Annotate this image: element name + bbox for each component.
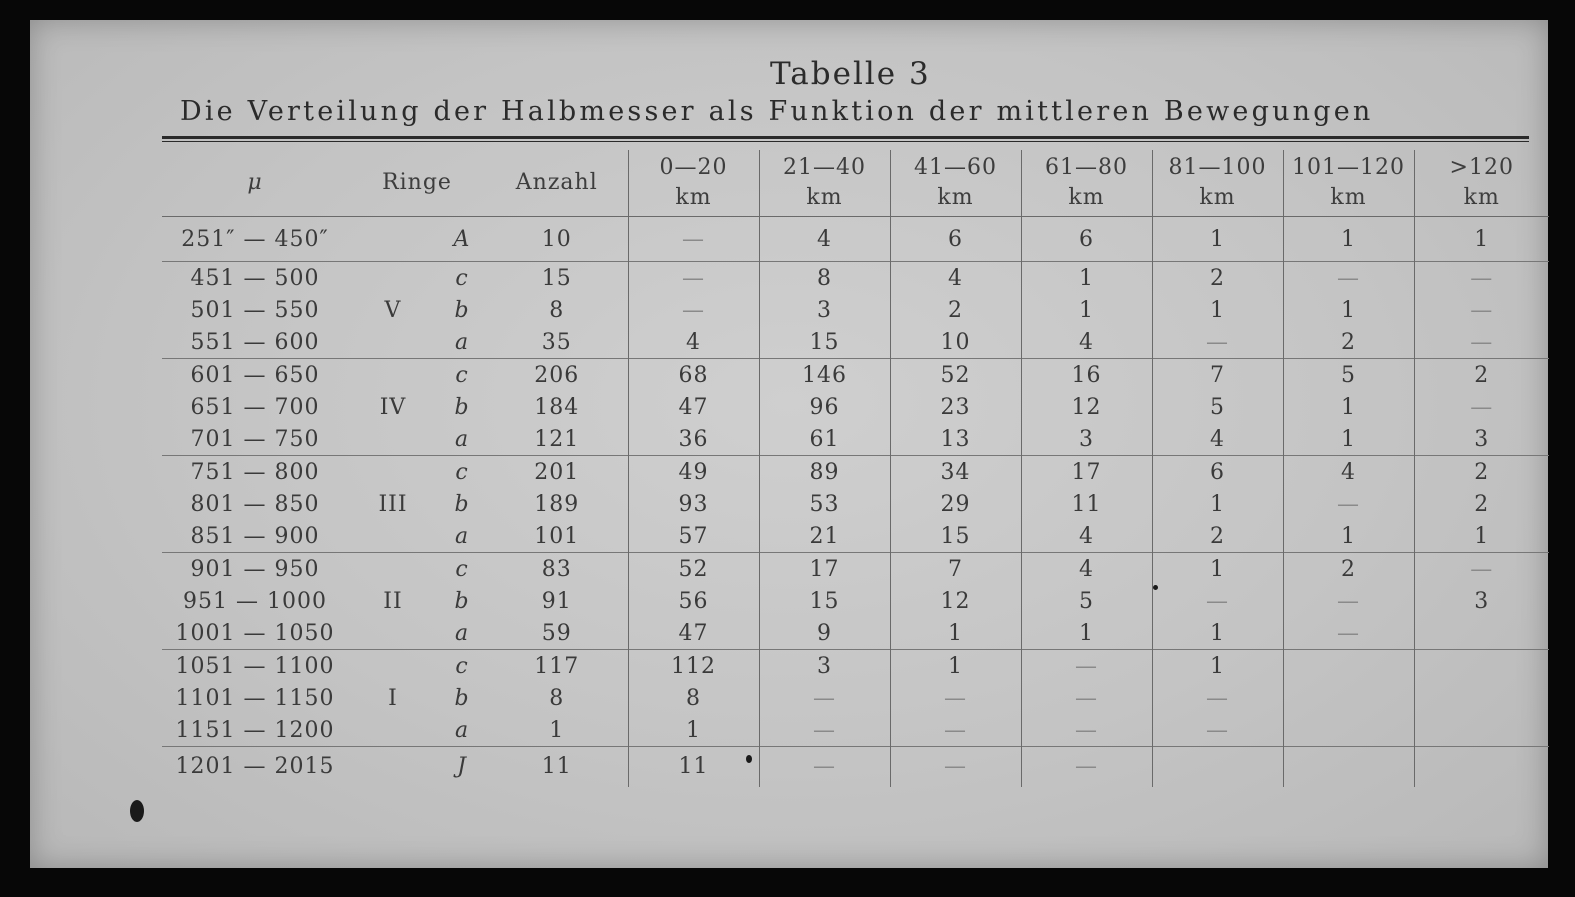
cell-gt-120: 2	[1414, 488, 1549, 520]
cell-0-20: 4	[628, 326, 759, 359]
cell-0-20: 47	[628, 391, 759, 423]
cell-ring-number: IV	[379, 394, 407, 420]
col-header-61-80: 61—80 km	[1021, 150, 1152, 217]
table-row	[162, 747, 1549, 787]
cell-ring-letter: a	[454, 620, 470, 646]
cell-21-40: 8	[759, 262, 890, 295]
cell-61-80: —	[1021, 682, 1152, 714]
col-header-0-20: 0—20 km	[628, 150, 759, 217]
cell-101-120	[1283, 682, 1414, 714]
cell-gt-120: 2	[1414, 456, 1549, 489]
cell-anzahl: 15	[486, 262, 628, 295]
table-row	[162, 520, 1549, 553]
cell-101-120: —	[1283, 488, 1414, 520]
cell-41-60: 12	[890, 585, 1021, 617]
cell-0-20: 11	[628, 747, 759, 787]
cell-41-60: 13	[890, 423, 1021, 456]
cell-0-20: 52	[628, 553, 759, 586]
film-speck	[130, 800, 144, 822]
cell-41-60: 52	[890, 359, 1021, 392]
cell-21-40: —	[759, 714, 890, 747]
cell-81-100: 4	[1152, 423, 1283, 456]
cell-mu: 451 — 500	[162, 262, 348, 295]
table-row	[162, 585, 1549, 617]
cell-0-20: —	[628, 262, 759, 295]
cell-21-40: 3	[759, 650, 890, 683]
cell-mu: 1001 — 1050	[175, 620, 335, 646]
cell-ring-number	[348, 359, 438, 392]
col-header-ringe: Ringe	[382, 170, 452, 195]
cell-ring-letter: J	[438, 747, 486, 787]
cell-gt-120	[1414, 714, 1549, 747]
cell-0-20: —	[628, 294, 759, 326]
slide-background	[30, 20, 1548, 868]
cell-101-120: 5	[1283, 359, 1414, 392]
cell-gt-120: 2	[1414, 359, 1549, 392]
cell-101-120: —	[1283, 585, 1414, 617]
cell-ring-letter: c	[438, 359, 486, 392]
cell-ring-number	[348, 326, 438, 359]
cell-41-60: 1	[890, 650, 1021, 683]
cell-21-40: 53	[759, 488, 890, 520]
cell-81-100: 2	[1152, 520, 1283, 553]
col-header-21-40: 21—40 km	[759, 150, 890, 217]
cell-81-100: 1	[1152, 488, 1283, 520]
cell-anzahl: 8	[549, 297, 565, 323]
cell-61-80: —	[1021, 650, 1152, 683]
cell-0-20: 8	[628, 682, 759, 714]
cell-101-120	[1283, 747, 1414, 787]
cell-61-80: 4	[1021, 553, 1152, 586]
film-speck	[1153, 585, 1158, 590]
cell-ring-number	[348, 217, 438, 262]
cell-gt-120: 1	[1414, 520, 1549, 553]
cell-0-20: 112	[628, 650, 759, 683]
table-row	[162, 456, 1549, 489]
cell-101-120: 1	[1283, 520, 1414, 553]
cell-gt-120: —	[1414, 391, 1549, 423]
col-header-mu: μ	[247, 170, 263, 195]
cell-mu: 251″ — 450″	[181, 226, 329, 252]
cell-101-120: —	[1283, 617, 1414, 650]
cell-ring-letter: b	[454, 297, 470, 323]
col-header-101-120: 101—120 km	[1283, 150, 1414, 217]
cell-41-60: 23	[890, 391, 1021, 423]
cell-21-40: 146	[759, 359, 890, 392]
table-subtitle: Die Verteilung der Halbmesser als Funktion der mittleren Bewegungen	[180, 96, 1374, 127]
cell-gt-120: 1	[1414, 217, 1549, 262]
cell-61-80: 1	[1021, 617, 1152, 650]
cell-anzahl: 59	[541, 620, 572, 646]
col-header-gt-120: >120 km	[1414, 150, 1549, 217]
cell-ring-number	[348, 617, 438, 650]
cell-21-40: 4	[759, 217, 890, 262]
cell-61-80: —	[1021, 747, 1152, 787]
cell-ring-number	[348, 520, 438, 553]
cell-ring-number	[348, 553, 438, 586]
cell-mu: 651 — 700	[190, 394, 320, 420]
table-row	[162, 488, 1549, 520]
cell-81-100: 1	[1152, 617, 1283, 650]
cell-41-60: —	[890, 682, 1021, 714]
table-row	[162, 650, 1549, 683]
cell-anzahl: 206	[486, 359, 628, 392]
cell-21-40: 89	[759, 456, 890, 489]
table-row	[162, 294, 1549, 326]
cell-21-40: 61	[759, 423, 890, 456]
cell-mu: 601 — 650	[162, 359, 348, 392]
table-row	[162, 391, 1549, 423]
cell-101-120: 1	[1283, 423, 1414, 456]
cell-ring-number: III	[378, 491, 408, 517]
cell-41-60: 1	[890, 617, 1021, 650]
cell-61-80: 4	[1021, 326, 1152, 359]
cell-81-100: 1	[1152, 553, 1283, 586]
cell-101-120: 1	[1283, 217, 1414, 262]
cell-anzahl: 201	[486, 456, 628, 489]
cell-41-60: 29	[890, 488, 1021, 520]
cell-gt-120	[1414, 747, 1549, 787]
cell-anzahl: 8	[549, 685, 565, 711]
cell-81-100: 6	[1152, 456, 1283, 489]
table-body	[162, 217, 1549, 787]
table-row	[162, 326, 1549, 359]
col-header-41-60: 41—60 km	[890, 150, 1021, 217]
cell-gt-120: —	[1414, 294, 1549, 326]
cell-0-20: —	[628, 217, 759, 262]
cell-anzahl: 117	[486, 650, 628, 683]
cell-21-40: 9	[759, 617, 890, 650]
cell-81-100: 1	[1152, 294, 1283, 326]
cell-anzahl: 121	[534, 426, 580, 452]
col-header-anzahl: Anzahl	[515, 170, 598, 195]
cell-ring-number	[348, 423, 438, 456]
cell-0-20: 36	[628, 423, 759, 456]
cell-ring-number: I	[388, 685, 398, 711]
cell-anzahl: 1	[549, 717, 565, 743]
cell-gt-120: —	[1414, 262, 1549, 295]
cell-gt-120: 3	[1414, 423, 1549, 456]
cell-81-100: 7	[1152, 359, 1283, 392]
cell-61-80: 16	[1021, 359, 1152, 392]
table-row	[162, 423, 1549, 456]
cell-81-100: —	[1152, 682, 1283, 714]
cell-ring-letter: c	[438, 262, 486, 295]
cell-gt-120: —	[1414, 553, 1549, 586]
cell-101-120: 1	[1283, 294, 1414, 326]
cell-0-20: 56	[628, 585, 759, 617]
cell-mu: 551 — 600	[190, 329, 320, 355]
cell-101-120: 4	[1283, 456, 1414, 489]
cell-61-80: 5	[1021, 585, 1152, 617]
cell-61-80: 17	[1021, 456, 1152, 489]
cell-41-60: 2	[890, 294, 1021, 326]
cell-ring-letter: c	[438, 553, 486, 586]
cell-61-80: —	[1021, 714, 1152, 747]
cell-81-100: 1	[1152, 217, 1283, 262]
header-row	[162, 150, 1549, 217]
cell-101-120: 2	[1283, 553, 1414, 586]
cell-anzahl: 11	[486, 747, 628, 787]
cell-21-40: —	[759, 747, 890, 787]
cell-anzahl: 101	[534, 523, 580, 549]
cell-ring-letter: a	[454, 426, 470, 452]
cell-ring-letter: A	[453, 226, 471, 252]
cell-41-60: 7	[890, 553, 1021, 586]
cell-gt-120: —	[1414, 326, 1549, 359]
data-table	[162, 150, 1549, 787]
cell-21-40: 17	[759, 553, 890, 586]
cell-ring-letter: c	[438, 650, 486, 683]
cell-ring-letter: b	[454, 588, 470, 614]
cell-101-120: 1	[1283, 391, 1414, 423]
cell-61-80: 6	[1021, 217, 1152, 262]
cell-anzahl: 10	[541, 226, 572, 252]
cell-ring-letter: a	[454, 523, 470, 549]
cell-mu: 1201 — 2015	[162, 747, 348, 787]
cell-61-80: 4	[1021, 520, 1152, 553]
cell-101-120	[1283, 650, 1414, 683]
table-row	[162, 262, 1549, 295]
cell-ring-letter: b	[454, 491, 470, 517]
cell-41-60: 34	[890, 456, 1021, 489]
cell-61-80: 1	[1021, 294, 1152, 326]
cell-0-20: 68	[628, 359, 759, 392]
cell-mu: 501 — 550	[190, 297, 320, 323]
cell-ring-letter: a	[454, 717, 470, 743]
cell-101-120: 2	[1283, 326, 1414, 359]
cell-101-120: —	[1283, 262, 1414, 295]
cell-0-20: 1	[628, 714, 759, 747]
cell-anzahl: 35	[541, 329, 572, 355]
table-row	[162, 553, 1549, 586]
cell-ring-letter: b	[454, 685, 470, 711]
cell-0-20: 57	[628, 520, 759, 553]
cell-mu: 1051 — 1100	[162, 650, 348, 683]
table-row	[162, 217, 1549, 262]
cell-81-100: —	[1152, 585, 1283, 617]
cell-41-60: —	[890, 714, 1021, 747]
cell-61-80: 3	[1021, 423, 1152, 456]
cell-81-100	[1152, 747, 1283, 787]
cell-41-60: 10	[890, 326, 1021, 359]
table-row	[162, 359, 1549, 392]
table-row	[162, 714, 1549, 747]
cell-ring-number	[348, 747, 438, 787]
cell-mu: 701 — 750	[190, 426, 320, 452]
cell-anzahl: 189	[534, 491, 580, 517]
cell-ring-number	[348, 262, 438, 295]
cell-mu: 901 — 950	[162, 553, 348, 586]
cell-81-100: —	[1152, 326, 1283, 359]
cell-81-100: 5	[1152, 391, 1283, 423]
cell-21-40: 3	[759, 294, 890, 326]
cell-81-100: 2	[1152, 262, 1283, 295]
cell-ring-letter: b	[454, 394, 470, 420]
cell-41-60: —	[890, 747, 1021, 787]
cell-ring-number	[348, 714, 438, 747]
cell-81-100: —	[1152, 714, 1283, 747]
cell-61-80: 12	[1021, 391, 1152, 423]
cell-61-80: 11	[1021, 488, 1152, 520]
cell-anzahl: 184	[534, 394, 580, 420]
cell-ring-number: II	[383, 588, 403, 614]
cell-101-120	[1283, 714, 1414, 747]
table-row	[162, 617, 1549, 650]
cell-0-20: 93	[628, 488, 759, 520]
cell-mu: 951 — 1000	[183, 588, 327, 614]
cell-ring-number	[348, 650, 438, 683]
cell-mu: 851 — 900	[190, 523, 320, 549]
cell-61-80: 1	[1021, 262, 1152, 295]
cell-ring-letter: a	[454, 329, 470, 355]
cell-mu: 1101 — 1150	[175, 685, 335, 711]
cell-41-60: 6	[890, 217, 1021, 262]
cell-gt-120: 3	[1414, 585, 1549, 617]
cell-41-60: 4	[890, 262, 1021, 295]
cell-mu: 751 — 800	[162, 456, 348, 489]
cell-0-20: 49	[628, 456, 759, 489]
cell-gt-120	[1414, 617, 1549, 650]
cell-21-40: 15	[759, 585, 890, 617]
cell-41-60: 15	[890, 520, 1021, 553]
cell-gt-120	[1414, 682, 1549, 714]
cell-ring-number	[348, 456, 438, 489]
film-speck	[746, 755, 752, 763]
cell-21-40: 96	[759, 391, 890, 423]
cell-anzahl: 91	[541, 588, 572, 614]
cell-anzahl: 83	[486, 553, 628, 586]
cell-81-100: 1	[1152, 650, 1283, 683]
cell-mu: 801 — 850	[190, 491, 320, 517]
cell-ring-number: V	[384, 297, 402, 323]
header-rule	[162, 136, 1529, 142]
col-header-81-100: 81—100 km	[1152, 150, 1283, 217]
cell-21-40: —	[759, 682, 890, 714]
cell-21-40: 15	[759, 326, 890, 359]
table-title: Tabelle 3	[770, 56, 931, 92]
cell-0-20: 47	[628, 617, 759, 650]
cell-gt-120	[1414, 650, 1549, 683]
table-row	[162, 682, 1549, 714]
cell-ring-letter: c	[438, 456, 486, 489]
cell-mu: 1151 — 1200	[175, 717, 335, 743]
cell-21-40: 21	[759, 520, 890, 553]
